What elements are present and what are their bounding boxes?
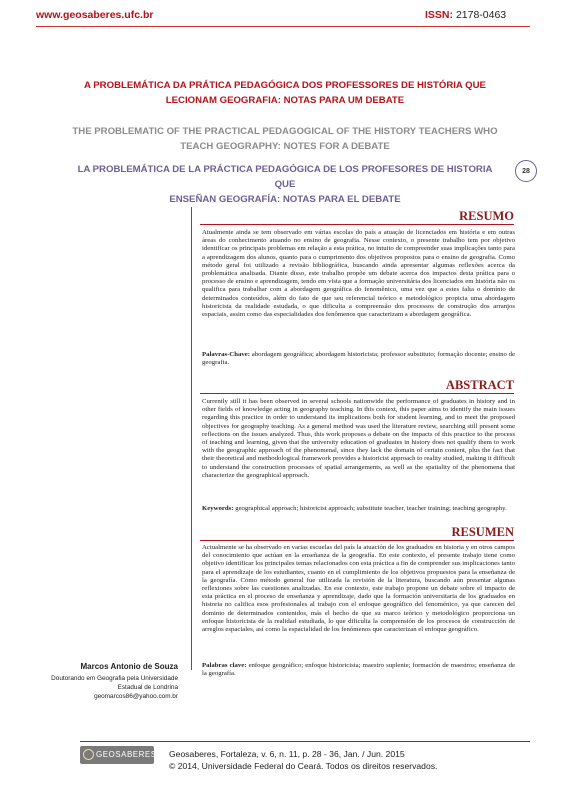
author-name: Marcos Antonio de Souza [80,662,178,671]
header-divider [36,26,530,27]
title-english [70,124,500,154]
abstract-heading: ABSTRACT [445,378,514,392]
title-pt-line1: A PROBLEMÁTICA DA PRÁTICA PEDAGÓGICA DOS PROFESSORES DE HISTÓRIA QUE [84,80,486,91]
column-divider [191,207,192,670]
abstract-keywords [202,505,515,513]
title-es-line2: ENSEÑAN GEOGRAFÍA: NOTAS PARA EL DEBATE [169,194,401,205]
footer-citation-line: Geosaberes, Fortaleza, v. 6, n. 11, p. 28 - 36, Jan. / Jun. 2015 [169,749,405,759]
abstract-keywords-label: Keywords: [202,505,234,512]
title-spanish [70,162,500,207]
title-pt-line2: LECIONAM GEOGRAFIA: NOTAS PARA UM DEBATE [165,95,405,106]
resumen-keywords-label: Palabras clave: [202,662,247,669]
resumo-keywords [202,351,515,367]
resumen-text: Actualmente se ha observado en varias escuelas del país la atuación de los graduados en historia y en otros campos del conocimiento que actúan en la enseñanza de la geografía. En este contexto, el presente trabajo tiene como objetivo identificar los principales temas relacionados con esta práctica a fin de comprender sus implicaciones tanto para el aprendizaje de los estudiantes, cuanto en el cumplimiento de los objetivos propuestos para la enseñanza de la geografía. Como método general fue utilizada la revisión de la literatura, buscando aún presentar algunas reflexiones sobre las cuestiones analizadas. En ese contexto, este trabajo propone un debate sobre el impacto de esta práctica en el proceso de enseñanza y aprendizaje, dado que la formación universitaria de los graduados en historia no califica esos profesionales al trabajo con el enfoque geográfico del fenoménico, ya que carecen del dominio de determinados contenidos, más el hecho de que su marco teórico y metodológico proporciona un enfoque historicista de la realidad estudiada, lo que dificulta la comprensión de los procesos de construcción de arreglos espaciales, así como la espacialidad de los fenómenos que caracterizan el enfoque geográfico. [202,544,515,634]
title-en-line1: THE PROBLEMATIC OF THE PRACTICAL PEDAGOGICAL OF THE HISTORY TEACHERS WHO [72,126,498,137]
author-email[interactable]: geomarcos86@yahoo.com.br [94,693,178,700]
resumo-keywords-label: Palavras-Chave: [202,351,250,358]
title-es-line1: LA PROBLEMÁTICA DE LA PRÁCTICA PEDAGÓGICA DE LOS PROFESORES DE HISTORIA QUE [77,164,493,190]
resumen-keywords-text: enfoque geográfico; enfoque historicista; maestro suplente; formación de maestros; enseñanza de la geografía. [202,662,516,678]
resumen-rule [200,540,514,541]
title-portuguese [70,78,500,108]
resumo-rule [200,224,514,225]
title-en-line2: TEACH GEOGRAPHY: NOTES FOR A DEBATE [180,141,390,152]
resumen-heading: RESUMEN [451,525,514,539]
footer-divider [80,741,530,742]
abstract-text: Currently still it has been observed in several schools nationwide the performance of graduates in history and in other fields of knowledge acting in geography teaching. In this context, this paper aims to identify the main issues regarding this practice in order to understand its implications both for student learning, and to meet the proposed objectives for geography teaching. As a general method was used the literature review, searching still present some reflections on the issues analyzed. Thus, this work proposes a debate on the impacts of this practice to the process of teaching and learning, given that the university education of graduates in history does not qualify them to work with the geographic approach of the phenomenal, since they lack the domain of certain content, plus the fact that their theoretical and methodological framework provides a historicist approach to reality studied, making it difficult to understand the construction processes of spatial arrangements, as well as the spatiality of the phenomena that characterize the geographical approach. [202,398,515,479]
abstract-keywords-text: geographical approach; historicist approach; substitute teacher, teacher training; teaching geography. [235,505,507,512]
resumen-keywords [202,662,515,678]
author-affiliation-line1: Doutorando em Geografia pela Universidade [51,675,178,682]
issn [425,9,506,21]
page-number: 28 [515,160,537,182]
resumo-keywords-text: abordagem geográfica; abordagem historicista; professor substituto; formação docente; ensino de geografia. [202,351,515,367]
footer-copyright-line: © 2014, Universidade Federal do Ceará. Todos os direitos reservados. [169,761,438,771]
issn-value: 2178-0463 [455,9,507,21]
footer-citation [169,748,437,772]
resumo-text: Atualmente ainda se tem observado em várias escolas do país a atuação de licenciados em história e em outras áreas do conhecimento atuando no ensino de geografia. Nesse contexto, o presente trabalho tem por objetivo identificar os principais problemas em relação a esta prática, no intuito de compreender suas implicações tanto para a aprendizagem dos alunos, quanto para o cumprimento dos objetivos propostos para o ensino de geografia. Como método geral foi utilizado a revisão bibliográfica, buscando ainda apresentar algumas reflexões acerca da problemática analisada. Diante disso, este trabalho propõe um debate acerca dos impactos desta prática para o processo de ensino e aprendizagem, tendo em vista que a formação universitária dos licenciados em história não os qualifica para trabalhar com a abordagem geográfica do fenomênico, uma vez que a estes falta o domínio de determinados conteúdos, além do fato de que seu referencial teórico e metodológico propicia uma abordagem historicista da realidade estudada, o que dificulta a compreensão dos processos de construção dos arranjos espaciais, assim como das especialidades dos fenômenos que caracterizam a abordagem geográfica. [202,229,515,319]
geosaberes-logo: GEOSABERES [80,746,154,764]
author-affiliation-line2: Estadual de Londrina [117,684,178,691]
journal-url[interactable]: www.geosaberes.ufc.br [36,9,154,21]
abstract-rule [200,393,514,394]
globe-icon [83,749,94,760]
author-info [30,674,178,701]
resumo-heading: RESUMO [459,209,514,223]
issn-label: ISSN: [425,9,454,21]
